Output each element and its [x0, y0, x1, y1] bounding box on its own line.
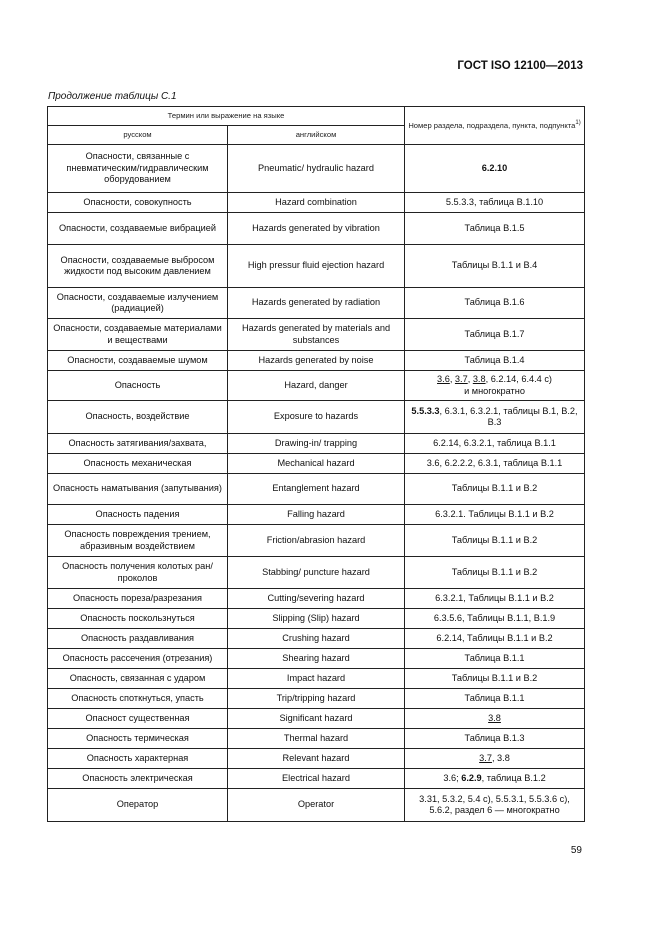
section-reference [405, 434, 585, 454]
term-english: Exposure to hazards [228, 401, 405, 434]
term-russian: Опасность, связанная с ударом [48, 669, 228, 689]
section-reference [405, 709, 585, 729]
table-row [48, 245, 585, 288]
section-reference [405, 525, 585, 557]
section-reference [405, 474, 585, 505]
term-russian: Опасность характерная [48, 749, 228, 769]
term-russian: Опасность наматывания (запутывания) [48, 474, 228, 505]
standard-code: ГОСТ ISO 12100—2013 [457, 60, 583, 72]
term-english: Hazard, danger [228, 371, 405, 401]
reference-segment: 3.8 [472, 374, 486, 384]
term-russian: Опасность механическая [48, 454, 228, 474]
section-reference [405, 609, 585, 629]
term-russian: Опасность термическая [48, 729, 228, 749]
section-reference [405, 454, 585, 474]
page-number: 59 [570, 845, 582, 856]
section-reference [405, 505, 585, 525]
reference-segment: 6.2.14, 6.3.2.1, таблица В.1.1 [433, 437, 556, 448]
section-reference [405, 769, 585, 789]
term-russian: Опасности, создаваемые шумом [48, 351, 228, 371]
term-russian: Опасность рассечения (отрезания) [48, 649, 228, 669]
reference-segment: Таблицы В.1.1 и В.2 [451, 566, 538, 577]
term-english: Entanglement hazard [228, 474, 405, 505]
reference-segment: , [449, 374, 455, 384]
section-reference [405, 401, 585, 434]
section-reference [405, 557, 585, 589]
section-reference [405, 351, 585, 371]
reference-segment: 6.3.5.6, Таблицы В.1.1, В.1.9 [433, 612, 556, 623]
section-reference [405, 649, 585, 669]
section-reference [405, 288, 585, 319]
term-english: Mechanical hazard [228, 454, 405, 474]
term-english: Crushing hazard [228, 629, 405, 649]
header-section-ref [405, 107, 585, 145]
term-english: Relevant hazard [228, 749, 405, 769]
reference-segment: , [467, 374, 473, 384]
term-english: Slipping (Slip) hazard [228, 609, 405, 629]
term-english: Significant hazard [228, 709, 405, 729]
term-russian: Оператор [48, 789, 228, 822]
reference-segment: , 3.8 [491, 752, 510, 763]
term-russian: Опасности, создаваемые излучением (радиацией) [48, 288, 228, 319]
term-english: Trip/tripping hazard [228, 689, 405, 709]
table-row [48, 371, 585, 401]
term-english: Thermal hazard [228, 729, 405, 749]
section-reference [405, 749, 585, 769]
reference-segment: 3.31, 5.3.2, 5.4 с), 5.5.3.1, 5.5.3.6 с), 5.6.2, раздел 6 — многократно [419, 793, 570, 815]
reference-segment: 6.3.2.1. Таблицы В.1.1 и В.2 [435, 508, 554, 519]
term-russian: Опасность, воздействие [48, 401, 228, 434]
table-row [48, 505, 585, 525]
term-english: Hazards generated by vibration [228, 213, 405, 245]
section-reference [405, 589, 585, 609]
section-reference [405, 213, 585, 245]
table-row [48, 729, 585, 749]
term-russian: Опасности, связанные с пневматическим/гидравлическим оборудованием [48, 145, 228, 193]
header-russian: русском [48, 126, 228, 145]
term-russian: Опасность электрическая [48, 769, 228, 789]
section-reference [405, 689, 585, 709]
term-english: Drawing-in/ trapping [228, 434, 405, 454]
term-english: Hazards generated by materials and substances [228, 319, 405, 351]
reference-segment: и многократно [464, 385, 525, 396]
term-english: Friction/abrasion hazard [228, 525, 405, 557]
table-row [48, 589, 585, 609]
reference-segment: Таблицы В.1.1 и В.2 [451, 672, 538, 683]
table-row [48, 709, 585, 729]
term-russian: Опасность падения [48, 505, 228, 525]
table-row [48, 769, 585, 789]
reference-segment: Таблицы В.1.1 и В.4 [451, 260, 538, 271]
section-reference [405, 789, 585, 822]
header-section-ref-text: Номер раздела, подраздела, пункта, подпункта [408, 120, 576, 130]
term-english: High pressur fluid ejection hazard [228, 245, 405, 288]
table-body [48, 145, 585, 822]
term-russian: Опасности, создаваемые материалами и веществами [48, 319, 228, 351]
term-russian: Опасност существенная [48, 709, 228, 729]
reference-segment: 3.6 [437, 374, 450, 384]
reference-segment: Таблица В.1.7 [464, 328, 525, 339]
header-english: английском [228, 126, 405, 145]
reference-segment: Таблица В.1.3 [464, 732, 525, 743]
term-english: Electrical hazard [228, 769, 405, 789]
reference-segment: 3.6; [443, 772, 462, 783]
section-reference [405, 669, 585, 689]
term-english: Hazards generated by radiation [228, 288, 405, 319]
table-row [48, 351, 585, 371]
reference-segment: , таблица В.1.2 [481, 772, 546, 783]
reference-segment: Таблица В.1.4 [464, 354, 525, 365]
reference-segment: Таблицы В.1.1 и В.2 [451, 534, 538, 545]
table-row [48, 454, 585, 474]
section-reference [405, 371, 585, 401]
section-reference [405, 629, 585, 649]
section-reference [405, 245, 585, 288]
reference-segment: Таблицы В.1.1 и В.2 [451, 483, 538, 494]
table-row [48, 434, 585, 454]
reference-segment: , 6.2.14, 6.4.4 с) [485, 374, 552, 384]
table-row [48, 401, 585, 434]
table-row [48, 213, 585, 245]
table-row [48, 474, 585, 505]
reference-segment: 6.2.9 [461, 772, 482, 783]
term-russian: Опасность споткнуться, упасть [48, 689, 228, 709]
reference-segment: 5.5.3.3 [411, 405, 440, 416]
reference-segment: 5.5.3.3, таблица В.1.10 [445, 196, 544, 207]
header-term-group: Термин или выражение на языке [48, 107, 405, 126]
reference-segment: , 6.3.1, 6.3.2.1, таблицы В.1, В.2, В.3 [439, 405, 578, 427]
term-english: Cutting/severing hazard [228, 589, 405, 609]
reference-segment: 6.2.14, Таблицы В.1.1 и В.2 [436, 632, 553, 643]
table-row [48, 525, 585, 557]
table-header [48, 107, 585, 145]
term-russian: Опасности, создаваемые вибрацией [48, 213, 228, 245]
table-row [48, 288, 585, 319]
reference-segment: Таблица В.1.1 [464, 652, 525, 663]
term-english: Pneumatic/ hydraulic hazard [228, 145, 405, 193]
table-row [48, 609, 585, 629]
table-row [48, 749, 585, 769]
section-reference [405, 193, 585, 213]
terms-table [47, 106, 585, 822]
term-english: Hazards generated by noise [228, 351, 405, 371]
section-reference [405, 145, 585, 193]
header-footnote-mark: 1) [575, 119, 581, 126]
reference-segment: 6.3.2.1, Таблицы В.1.1 и В.2 [435, 592, 554, 603]
table-caption: Продолжение таблицы С.1 [48, 91, 177, 102]
reference-segment: Таблица В.1.5 [464, 222, 525, 233]
reference-segment: 6.2.10 [481, 162, 508, 173]
term-english: Falling hazard [228, 505, 405, 525]
reference-segment: Таблица В.1.6 [464, 297, 525, 308]
term-english: Stabbing/ puncture hazard [228, 557, 405, 589]
table-row [48, 193, 585, 213]
term-russian: Опасность повреждения трением, абразивным воздействием [48, 525, 228, 557]
term-english: Operator [228, 789, 405, 822]
table-row [48, 145, 585, 193]
table-row [48, 557, 585, 589]
term-english: Impact hazard [228, 669, 405, 689]
table-row [48, 689, 585, 709]
term-russian: Опасности, совокупность [48, 193, 228, 213]
reference-segment: 3.6, 6.2.2.2, 6.3.1, таблица В.1.1 [426, 457, 563, 468]
term-russian: Опасность пореза/разрезания [48, 589, 228, 609]
table-row [48, 649, 585, 669]
term-english: Shearing hazard [228, 649, 405, 669]
reference-segment: Таблица В.1.1 [464, 692, 525, 703]
term-russian: Опасность поскользнуться [48, 609, 228, 629]
term-russian: Опасности, создаваемые выбросом жидкости под высоким давлением [48, 245, 228, 288]
table-row [48, 629, 585, 649]
table-row [48, 319, 585, 351]
table-row [48, 669, 585, 689]
term-russian: Опасность [48, 371, 228, 401]
reference-segment: 3.7 [454, 374, 468, 384]
reference-segment: 3.7 [479, 752, 492, 763]
reference-segment: 3.8 [488, 712, 501, 723]
term-english: Hazard combination [228, 193, 405, 213]
table-row [48, 789, 585, 822]
term-russian: Опасность затягивания/захвата, [48, 434, 228, 454]
term-russian: Опасность получения колотых ран/ проколов [48, 557, 228, 589]
section-reference [405, 729, 585, 749]
section-reference [405, 319, 585, 351]
term-russian: Опасность раздавливания [48, 629, 228, 649]
